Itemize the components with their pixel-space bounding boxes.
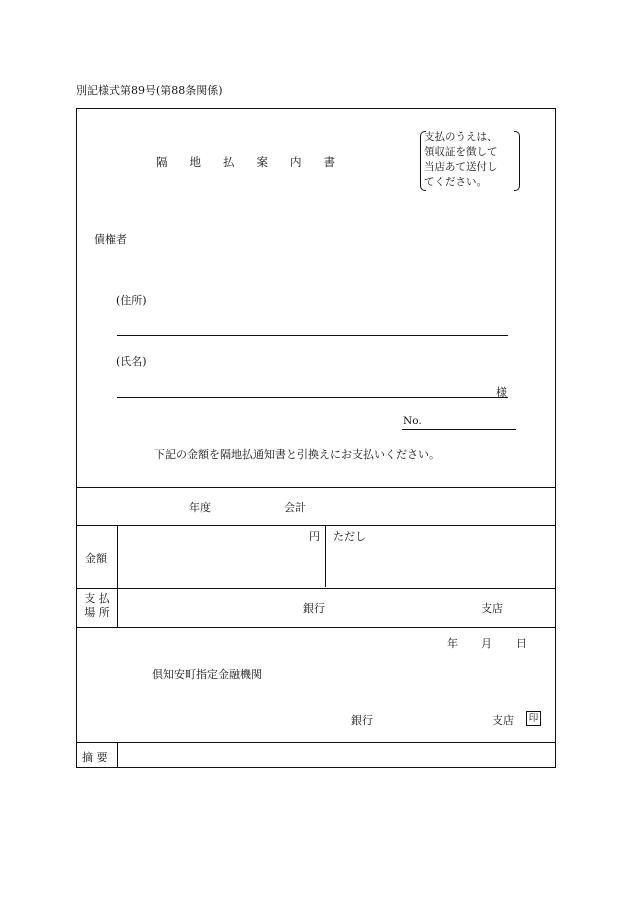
note-line: てください。 — [424, 176, 487, 188]
date-day: 日 — [516, 637, 527, 650]
title-char: 地 — [189, 155, 201, 169]
date-year: 年 — [447, 637, 458, 650]
note-line: 当店あて送付し — [424, 161, 498, 173]
form-border — [76, 108, 556, 768]
fiscal-year-label: 年度 — [189, 501, 211, 514]
payment-place-line: 支 払 — [84, 592, 110, 605]
date-month: 月 — [481, 637, 492, 650]
title-char: 払 — [223, 155, 235, 169]
divider — [76, 525, 556, 526]
divider — [76, 487, 556, 488]
account-label: 会計 — [284, 501, 306, 514]
divider — [117, 742, 118, 768]
payment-note — [424, 130, 518, 190]
number-label: No. — [403, 415, 422, 427]
note-line: 領収証を徴して — [424, 146, 498, 158]
divider — [76, 742, 556, 743]
address-field[interactable] — [117, 335, 508, 336]
bank-label-2: 銀行 — [351, 714, 373, 727]
name-label: (氏名) — [116, 355, 147, 368]
divider — [76, 627, 556, 628]
seal-stamp: 印 — [526, 711, 541, 726]
proviso-label: ただし — [333, 530, 366, 543]
form-title — [156, 154, 357, 170]
remarks-field[interactable] — [119, 744, 553, 766]
honorific-label: 様 — [496, 386, 507, 399]
title-char: 案 — [256, 155, 268, 169]
payment-place-line: 場 所 — [84, 606, 110, 619]
number-field[interactable] — [402, 429, 516, 430]
divider — [76, 588, 556, 589]
note-line: 支払のうえは、 — [424, 131, 498, 143]
title-char: 隔 — [156, 155, 168, 169]
amount-label: 金額 — [85, 552, 107, 565]
instruction-text: 下記の金額を隔地払通知書と引換えにお支払いください。 — [154, 448, 440, 461]
address-label: (住所) — [116, 294, 147, 307]
bank-label: 銀行 — [303, 602, 325, 615]
divider — [325, 525, 326, 587]
divider — [117, 525, 118, 627]
name-field[interactable] — [117, 397, 508, 398]
payment-place-label — [80, 592, 114, 620]
branch-label: 支店 — [481, 602, 503, 615]
yen-unit: 円 — [309, 530, 320, 543]
designated-institution: 倶知安町指定金融機関 — [152, 668, 262, 681]
creditor-label: 債権者 — [94, 233, 127, 246]
title-char: 書 — [323, 155, 335, 169]
form-number: 別記様式第89号(第88条関係) — [76, 84, 223, 97]
title-char: 内 — [290, 155, 302, 169]
remarks-label: 摘 要 — [82, 751, 108, 764]
branch-label-2: 支店 — [492, 714, 514, 727]
